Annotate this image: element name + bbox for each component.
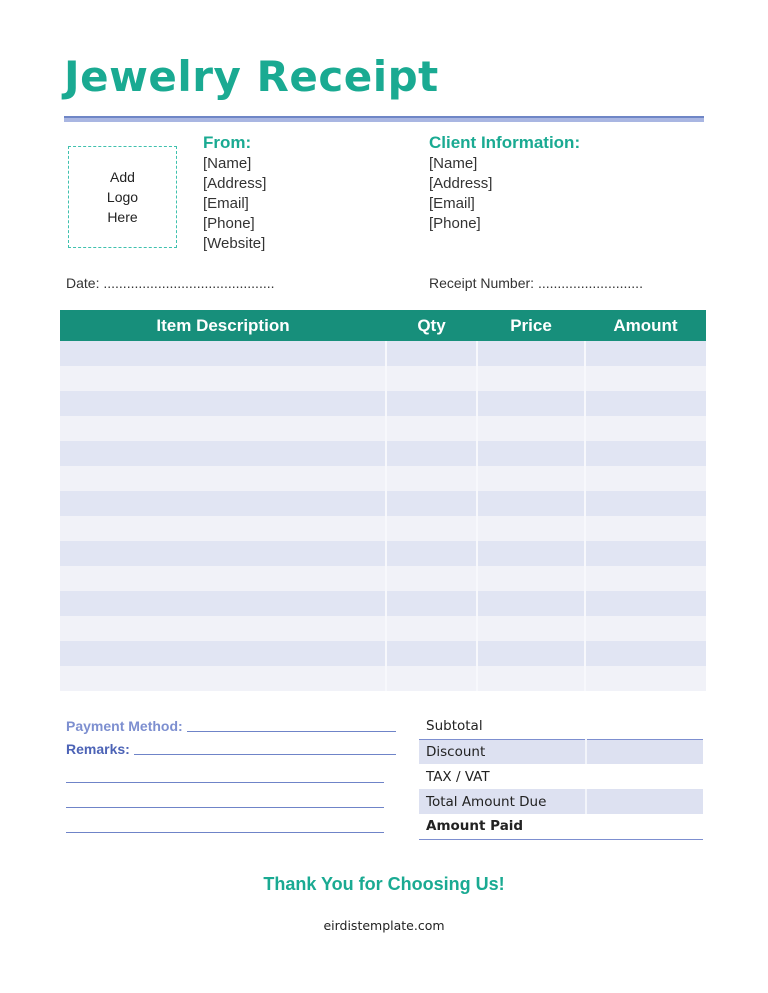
logo-text-line: Logo <box>106 189 139 205</box>
cell-qty[interactable] <box>386 416 477 441</box>
cell-price[interactable] <box>477 466 585 491</box>
cell-qty[interactable] <box>386 391 477 416</box>
table-row <box>60 641 706 666</box>
cell-qty[interactable] <box>386 616 477 641</box>
totals-row-discount <box>419 739 703 764</box>
tax-vat-label: TAX / VAT <box>426 768 490 785</box>
table-row <box>60 416 706 441</box>
receipt-number-field[interactable] <box>429 275 643 291</box>
payment-remarks-section <box>66 712 396 833</box>
table-row <box>60 441 706 466</box>
cell-item-description[interactable] <box>60 416 386 441</box>
cell-amount[interactable] <box>585 491 706 516</box>
cell-price[interactable] <box>477 366 585 391</box>
cell-price[interactable] <box>477 416 585 441</box>
cell-amount[interactable] <box>585 616 706 641</box>
items-table-body <box>60 341 706 691</box>
cell-price[interactable] <box>477 666 585 691</box>
cell-item-description[interactable] <box>60 491 386 516</box>
cell-amount[interactable] <box>585 541 706 566</box>
total-amount-due-value[interactable] <box>586 789 703 814</box>
logo-placeholder[interactable] <box>68 146 177 248</box>
footer-website: eirdistemplate.com <box>323 918 445 933</box>
total-amount-due-label: Total Amount Due <box>419 789 586 814</box>
receipt-title: Jewelry Receipt <box>64 52 439 101</box>
table-row <box>60 491 706 516</box>
cell-price[interactable] <box>477 641 585 666</box>
cell-qty[interactable] <box>386 666 477 691</box>
cell-amount[interactable] <box>585 466 706 491</box>
cell-qty[interactable] <box>386 366 477 391</box>
cell-qty[interactable] <box>386 591 477 616</box>
cell-qty[interactable] <box>386 491 477 516</box>
cell-amount[interactable] <box>585 391 706 416</box>
from-heading: From: <box>203 133 252 152</box>
cell-amount[interactable] <box>585 591 706 616</box>
cell-item-description[interactable] <box>60 541 386 566</box>
cell-price[interactable] <box>477 566 585 591</box>
thank-you-message: Thank You for Choosing Us! <box>263 874 505 894</box>
remarks-blank-line[interactable] <box>66 783 384 808</box>
subtotal-label: Subtotal <box>426 718 483 735</box>
date-value[interactable]: ............................................ <box>103 275 275 291</box>
totals-row-total-due <box>419 789 703 814</box>
cell-qty[interactable] <box>386 341 477 366</box>
table-row <box>60 616 706 641</box>
remarks-label: Remarks: <box>66 741 130 757</box>
title-divider <box>64 116 704 122</box>
receipt-number-label: Receipt Number: <box>429 275 535 291</box>
cell-price[interactable] <box>477 516 585 541</box>
cell-amount[interactable] <box>585 516 706 541</box>
amount-paid-value[interactable] <box>586 814 703 839</box>
remarks-blank-line[interactable] <box>66 758 384 783</box>
cell-qty[interactable] <box>386 516 477 541</box>
client-email[interactable]: [Email] <box>429 195 475 212</box>
discount-label: Discount <box>419 739 586 764</box>
remarks-input-line[interactable] <box>134 754 396 755</box>
cell-price[interactable] <box>477 341 585 366</box>
date-label: Date: <box>66 275 100 291</box>
logo-text-line: Here <box>107 209 138 225</box>
totals-row-subtotal <box>419 714 703 739</box>
totals-table <box>419 714 703 840</box>
client-name[interactable]: [Name] <box>429 155 478 172</box>
cell-item-description[interactable] <box>60 516 386 541</box>
receipt-number-value[interactable]: ........................... <box>537 275 643 291</box>
cell-amount[interactable] <box>585 416 706 441</box>
cell-qty[interactable] <box>386 641 477 666</box>
subtotal-value[interactable] <box>586 714 703 739</box>
from-name[interactable]: [Name] <box>203 155 252 172</box>
client-section <box>429 132 580 234</box>
items-table-header <box>60 310 706 341</box>
table-row <box>60 516 706 541</box>
logo-text-line: Add <box>110 169 135 185</box>
from-email[interactable]: [Email] <box>203 195 249 212</box>
column-header-amount: Amount <box>585 310 706 341</box>
remarks-blank-line[interactable] <box>66 808 384 833</box>
payment-method-input-line[interactable] <box>187 731 396 732</box>
cell-amount[interactable] <box>585 666 706 691</box>
totals-row-amount-paid <box>419 814 703 839</box>
table-row <box>60 366 706 391</box>
table-row <box>60 666 706 691</box>
cell-price[interactable] <box>477 391 585 416</box>
table-row <box>60 566 706 591</box>
payment-method-label: Payment Method: <box>66 718 183 734</box>
cell-amount[interactable] <box>585 641 706 666</box>
table-row <box>60 541 706 566</box>
from-section <box>203 132 266 254</box>
cell-item-description[interactable] <box>60 341 386 366</box>
discount-value[interactable] <box>586 739 703 764</box>
cell-price[interactable] <box>477 616 585 641</box>
column-header-price: Price <box>477 310 585 341</box>
cell-item-description[interactable] <box>60 466 386 491</box>
amount-paid-label: Amount Paid <box>419 814 586 839</box>
cell-price[interactable] <box>477 591 585 616</box>
items-table <box>60 310 706 691</box>
cell-item-description[interactable] <box>60 566 386 591</box>
cell-amount[interactable] <box>585 566 706 591</box>
from-website[interactable]: [Website] <box>203 235 266 252</box>
cell-price[interactable] <box>477 491 585 516</box>
table-row <box>60 591 706 616</box>
cell-item-description[interactable] <box>60 591 386 616</box>
payment-method-row[interactable] <box>66 712 396 735</box>
remarks-row[interactable] <box>66 735 396 758</box>
table-row <box>60 466 706 491</box>
client-heading: Client Information: <box>429 133 581 152</box>
cell-amount[interactable] <box>585 366 706 391</box>
client-phone[interactable]: [Phone] <box>429 215 481 232</box>
client-address[interactable]: [Address] <box>429 175 493 192</box>
cell-qty[interactable] <box>386 466 477 491</box>
from-address[interactable]: [Address] <box>203 175 267 192</box>
tax-vat-value[interactable] <box>586 764 703 789</box>
cell-amount[interactable] <box>585 441 706 466</box>
from-phone[interactable]: [Phone] <box>203 215 255 232</box>
cell-item-description[interactable] <box>60 666 386 691</box>
column-header-item-description: Item Description <box>60 310 386 341</box>
cell-item-description[interactable] <box>60 391 386 416</box>
cell-qty[interactable] <box>386 441 477 466</box>
cell-item-description[interactable] <box>60 441 386 466</box>
cell-item-description[interactable] <box>60 641 386 666</box>
totals-row-tax <box>419 764 703 789</box>
table-row <box>60 391 706 416</box>
cell-item-description[interactable] <box>60 366 386 391</box>
date-field[interactable] <box>66 275 275 291</box>
cell-amount[interactable] <box>585 341 706 366</box>
cell-qty[interactable] <box>386 541 477 566</box>
table-row <box>60 341 706 366</box>
cell-price[interactable] <box>477 541 585 566</box>
column-header-qty: Qty <box>386 310 477 341</box>
cell-qty[interactable] <box>386 566 477 591</box>
cell-item-description[interactable] <box>60 616 386 641</box>
cell-price[interactable] <box>477 441 585 466</box>
